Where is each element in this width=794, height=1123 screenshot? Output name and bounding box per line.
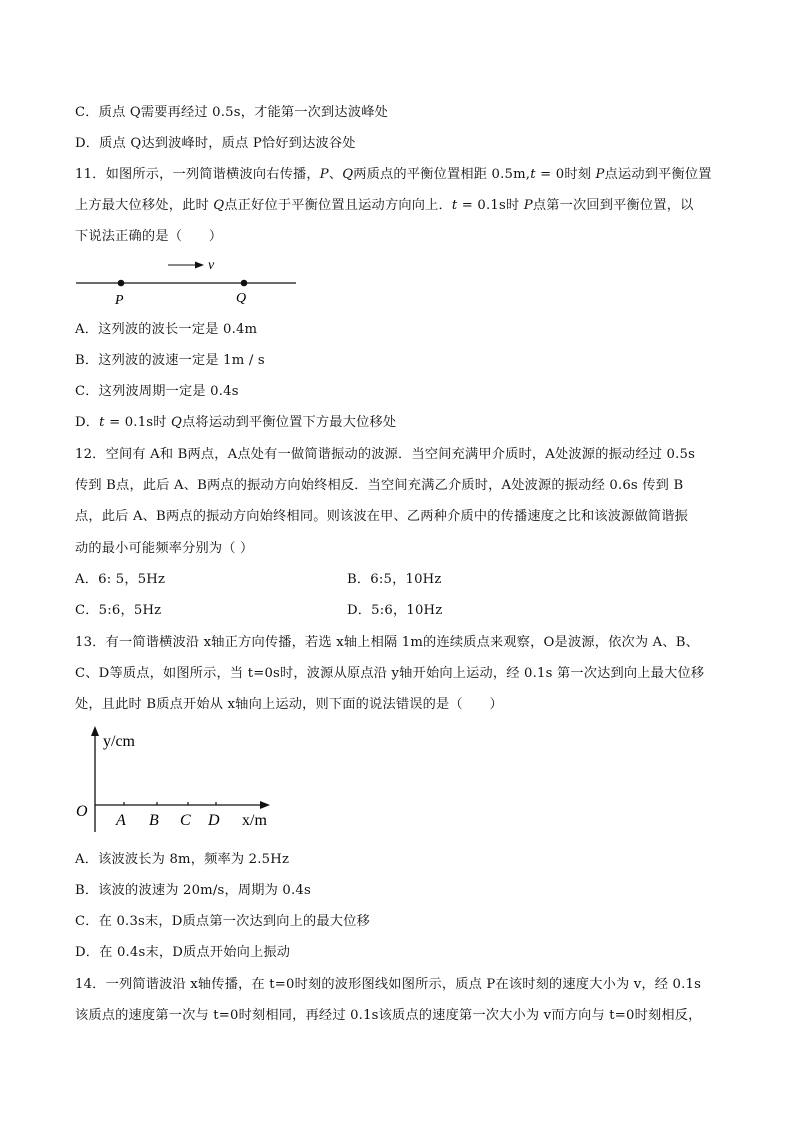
q11-option-a: A．这列波的波长一定是 0.4m: [75, 322, 258, 337]
q13-option-b: B．该波的波速为 20m/s，周期为 0.4s: [75, 883, 311, 898]
q12-option-a: A．6: 5，5Hz: [75, 572, 166, 587]
q11-wave-figure: [70, 252, 310, 314]
q11-point-p: [118, 280, 125, 287]
q13-label-d: D: [208, 812, 220, 829]
q12-stem-line3: 点，此后 A、B两点的振动方向始终相同。则该波在甲、乙两种介质中的传播速度之比和该波源做简谐振: [75, 509, 689, 524]
q13-x-label: x/m: [242, 812, 267, 829]
q13-y-arrowhead: [91, 726, 99, 736]
q13-x-arrowhead: [260, 801, 270, 809]
q13-y-label: y/cm: [103, 733, 135, 750]
q11-option-c: C．这列波周期一定是 0.4s: [75, 384, 239, 399]
q11-option-b: B．这列波的波速一定是 1m / s: [75, 353, 265, 368]
q13-option-d: D．在 0.4s末，D质点开始向上振动: [75, 945, 291, 960]
q11-stem-line3: 下说法正确的是（ ）: [75, 229, 223, 244]
q12-stem-line2: 传到 B点，此后 A、B两点的振动方向始终相反．当空间充满乙介质时，A处波源的振动经 0.6s 传到 B: [75, 478, 684, 493]
q14-stem-line2: 该质点的速度第一次与 t=0时刻相同，再经过 0.1s该质点的速度第一次大小为 v而方向与 t=0时刻相反，: [75, 1008, 702, 1023]
q12-option-d: D．5:6，10Hz: [347, 603, 443, 618]
q11-label-q: Q: [236, 291, 247, 306]
q13-label-c: C: [180, 812, 191, 829]
q13-stem-line2: C、D等质点，如图所示，当 t=0s时，波源从原点沿 y轴开始向上运动，经 0.1s 第一次达到向上最大位移: [75, 666, 705, 681]
q12-stem-line1: 12．空间有 A和 B两点，A点处有一做简谐振动的波源．当空间充满甲介质时，A处波源的振动经过 0.5s: [75, 447, 696, 462]
q14-stem-line1: 14．一列简谐波沿 x轴传播，在 t=0时刻的波形图线如图所示，质点 P在该时刻的速度大小为 v，经 0.1s: [75, 977, 702, 992]
q13-axis-figure: [70, 722, 290, 840]
q12-stem-line4: 动的最小可能频率分别为（ ）: [75, 541, 254, 556]
q12-option-c: C．5:6，5Hz: [75, 603, 162, 618]
q10-option-c: C．质点 Q需要再经过 0.5s，才能第一次到达波峰处: [75, 105, 388, 120]
q11-velocity-arrowhead: [195, 262, 204, 269]
q13-option-a: A．该波波长为 8m，频率为 2.5Hz: [75, 852, 290, 867]
q13-stem-line3: 处，且此时 B质点开始从 x轴向上运动，则下面的说法错误的是（ ）: [75, 697, 503, 712]
q13-label-a: A: [116, 812, 126, 829]
q13-label-b: B: [149, 812, 159, 829]
q13-stem-line1: 13．有一简谐横波沿 x轴正方向传播，若选 x轴上相隔 1m的连续质点来观察，O是波源，依次为 A、B、: [75, 635, 700, 650]
q11-point-q: [241, 280, 248, 287]
q13-origin-label: O: [76, 803, 88, 820]
q11-stem-line1: 11．如图所示，一列简谐横波向右传播，P、Q两质点的平衡位置相距 0.5m,t = 0时刻 P点运动到平衡位置: [75, 167, 712, 182]
q11-option-d: D．t = 0.1s时 Q点将运动到平衡位置下方最大位移处: [75, 415, 397, 430]
q11-velocity-label: v: [208, 258, 215, 273]
q12-option-b: B．6:5，10Hz: [347, 572, 442, 587]
q13-option-c: C．在 0.3s末，D质点第一次达到向上的最大位移: [75, 914, 370, 929]
q11-label-p: P: [115, 293, 124, 308]
q10-option-d: D．质点 Q达到波峰时，质点 P恰好到达波谷处: [75, 136, 356, 151]
q11-stem-line2: 上方最大位移处，此时 Q点正好位于平衡位置且运动方向向上．t = 0.1s时 P点第一次回到平衡位置，以: [75, 198, 694, 213]
